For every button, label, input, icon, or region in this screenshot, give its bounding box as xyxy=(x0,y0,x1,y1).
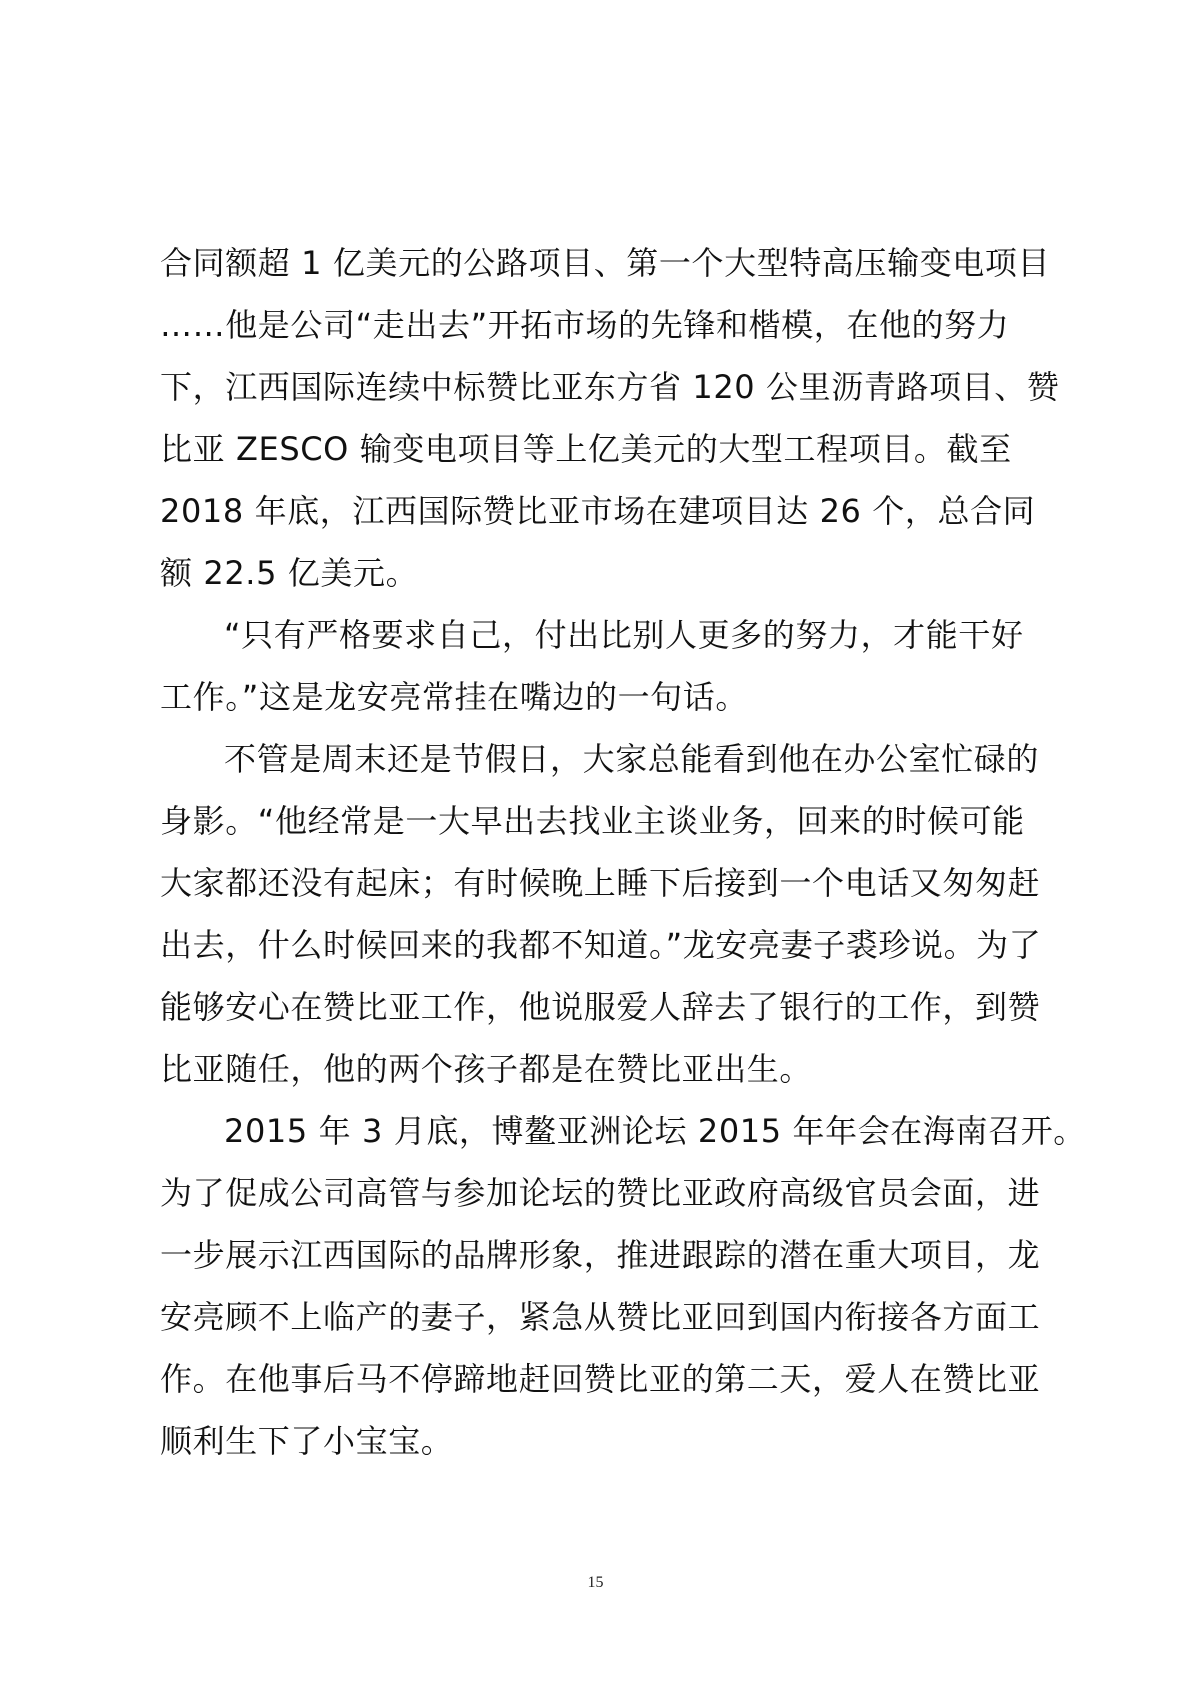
text-line: 合同额超 1 亿美元的公路项目、第一个大型特高压输变电项目 xyxy=(160,244,1051,282)
text-line: 安亮顾不上临产的妻子，紧急从赞比亚回到国内衔接各方面工 xyxy=(160,1298,1041,1336)
page-number: 15 xyxy=(587,1574,604,1591)
text-line: 身影。“他经常是一大早出去找业主谈业务，回来的时候可能 xyxy=(160,802,1025,840)
paragraph-start-line: 2015 年 3 月底，博鳌亚洲论坛 2015 年年会在海南召开。 xyxy=(224,1112,1086,1150)
text-line: 工作。”这是龙安亮常挂在嘴边的一句话。 xyxy=(160,678,748,716)
text-line: 顺利生下了小宝宝。 xyxy=(160,1422,454,1460)
paragraph-start-line: “只有严格要求自己，付出比别人更多的努力，才能干好 xyxy=(224,616,1024,654)
text-line: 下，江西国际连续中标赞比亚东方省 120 公里沥青路项目、赞 xyxy=(160,368,1060,406)
text-line: 为了促成公司高管与参加论坛的赞比亚政府高级官员会面，进 xyxy=(160,1174,1041,1212)
text-line: 作。在他事后马不停蹄地赶回赞比亚的第二天，爱人在赞比亚 xyxy=(160,1360,1041,1398)
text-line: 大家都还没有起床；有时候晚上睡下后接到一个电话又匆匆赶 xyxy=(160,864,1041,902)
text-line: ……他是公司“走出去”开拓市场的先锋和楷模，在他的努力 xyxy=(160,306,1010,344)
text-line: 2018 年底，江西国际赞比亚市场在建项目达 26 个，总合同 xyxy=(160,492,1036,530)
text-line: 能够安心在赞比亚工作，他说服爱人辞去了银行的工作，到赞 xyxy=(160,988,1041,1026)
text-line: 比亚 ZESCO 输变电项目等上亿美元的大型工程项目。截至 xyxy=(160,430,1012,468)
text-line: 出去，什么时候回来的我都不知道。”龙安亮妻子裘珍说。为了 xyxy=(160,926,1042,964)
text-line: 一步展示江西国际的品牌形象，推进跟踪的潜在重大项目，龙 xyxy=(160,1236,1041,1274)
text-line: 额 22.5 亿美元。 xyxy=(160,554,419,592)
article-body xyxy=(160,232,1086,1472)
text-line: 比亚随任，他的两个孩子都是在赞比亚出生。 xyxy=(160,1050,813,1088)
paragraph-start-line: 不管是周末还是节假日，大家总能看到他在办公室忙碌的 xyxy=(224,740,1040,778)
